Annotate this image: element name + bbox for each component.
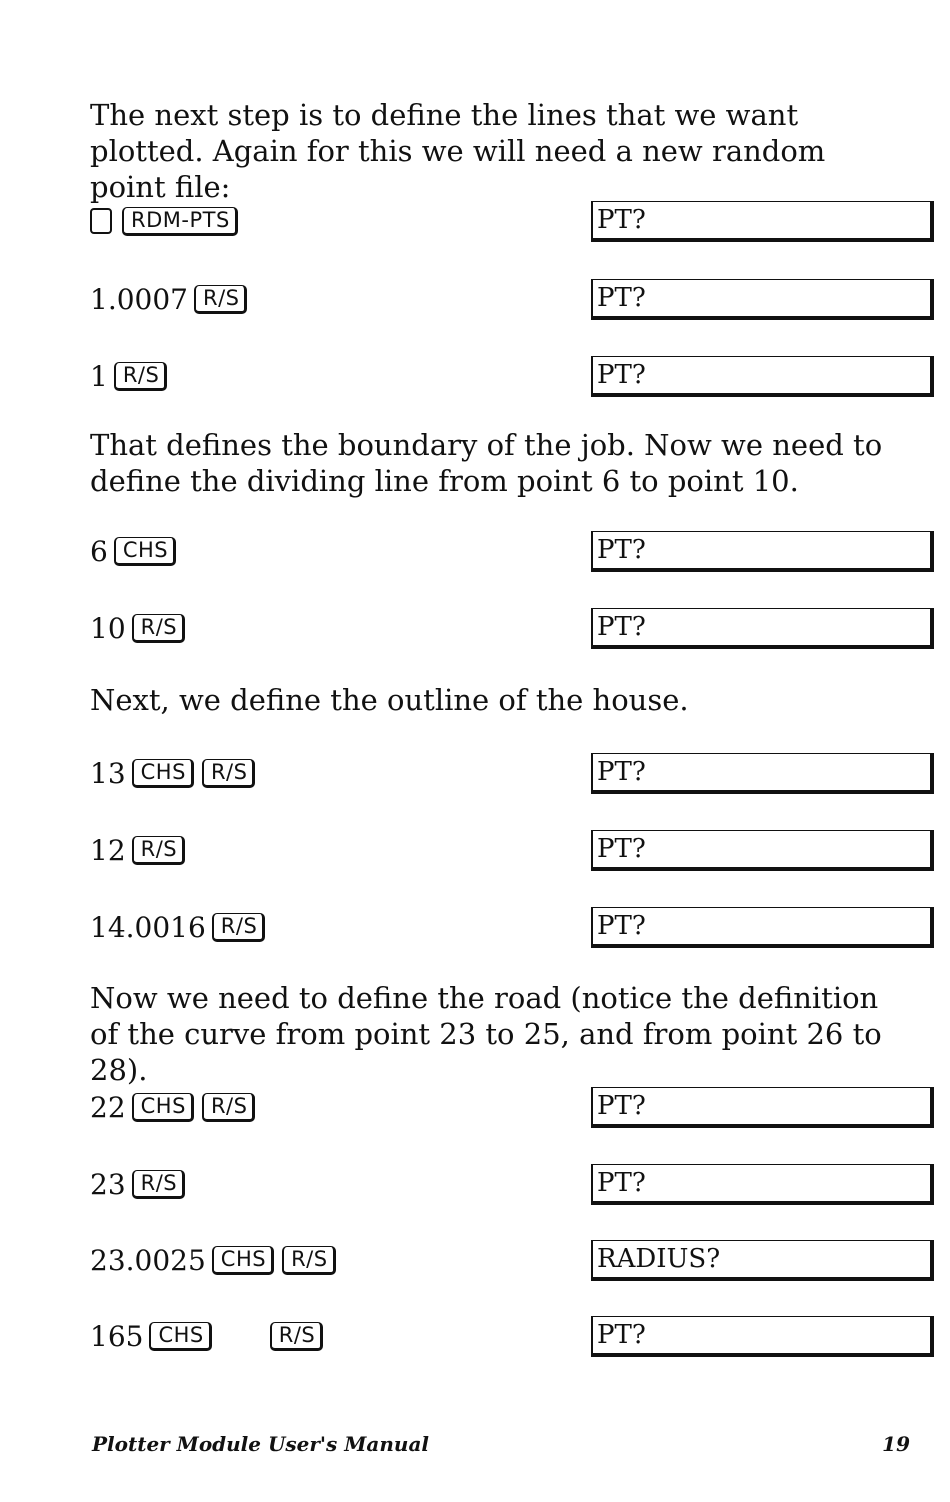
key-label: CHS bbox=[132, 759, 194, 788]
entry-number: 13 bbox=[90, 756, 126, 790]
key-label: R/S bbox=[132, 614, 186, 643]
key-label: CHS bbox=[132, 1093, 194, 1122]
paragraph-intro: The next step is to define the lines that we want plotted. Again for this we will need a new random point file: bbox=[90, 98, 826, 204]
calculator-display: PT? bbox=[591, 1164, 934, 1205]
calculator-display: PT? bbox=[591, 608, 934, 649]
keystroke-sequence bbox=[90, 608, 193, 648]
calculator-display: PT? bbox=[591, 907, 934, 948]
key-label: R/S bbox=[212, 913, 266, 942]
entry-number: 10 bbox=[90, 611, 126, 645]
entry-number: 1.0007 bbox=[90, 282, 188, 316]
step-row bbox=[0, 830, 950, 878]
keystroke-sequence bbox=[90, 1240, 344, 1280]
keystroke-sequence bbox=[90, 753, 263, 793]
keystroke-sequence bbox=[90, 1087, 263, 1127]
step-row bbox=[0, 356, 950, 404]
key-label: RDM-PTS bbox=[122, 207, 238, 236]
key-label: R/S bbox=[270, 1322, 324, 1351]
step-row bbox=[0, 201, 950, 249]
keystroke-sequence bbox=[90, 830, 193, 870]
key-label: R/S bbox=[282, 1246, 336, 1275]
calculator-display: PT? bbox=[591, 1087, 934, 1128]
footer-manual-title: Plotter Module User's Manual bbox=[92, 1432, 430, 1456]
step-row bbox=[0, 1087, 950, 1135]
keystroke-sequence bbox=[90, 531, 184, 571]
calculator-display: PT? bbox=[591, 201, 934, 242]
keystroke-sequence bbox=[90, 907, 273, 947]
calculator-display: PT? bbox=[591, 356, 934, 397]
step-row bbox=[0, 1164, 950, 1212]
step-row bbox=[0, 753, 950, 801]
page-number: 19 bbox=[882, 1432, 910, 1456]
key-label: CHS bbox=[149, 1322, 211, 1351]
calculator-display: PT? bbox=[591, 830, 934, 871]
keystroke-sequence bbox=[90, 1316, 331, 1356]
entry-number: 12 bbox=[90, 833, 126, 867]
step-row bbox=[0, 531, 950, 579]
entry-number: 1 bbox=[90, 359, 108, 393]
calculator-display: RADIUS? bbox=[591, 1240, 934, 1281]
step-row bbox=[0, 1316, 950, 1364]
key-label: R/S bbox=[194, 285, 248, 314]
entry-number: 165 bbox=[90, 1319, 144, 1353]
calculator-display: PT? bbox=[591, 753, 934, 794]
calculator-display: PT? bbox=[591, 1316, 934, 1357]
entry-number: 22 bbox=[90, 1090, 126, 1124]
key-label: R/S bbox=[114, 362, 168, 391]
key-label: R/S bbox=[202, 1093, 256, 1122]
paragraph-road: Now we need to define the road (notice the definition of the curve from point 23 to 25, and from point 26 to 28). bbox=[90, 981, 882, 1087]
calculator-display: PT? bbox=[591, 279, 934, 320]
key-label: R/S bbox=[132, 836, 186, 865]
key-label: CHS bbox=[114, 537, 176, 566]
entry-number: 23.0025 bbox=[90, 1243, 206, 1277]
shift-key-icon bbox=[90, 208, 112, 234]
step-row bbox=[0, 279, 950, 327]
step-row bbox=[0, 1240, 950, 1288]
entry-number: 14.0016 bbox=[90, 910, 206, 944]
key-label: R/S bbox=[132, 1170, 186, 1199]
keystroke-sequence bbox=[90, 356, 175, 396]
keystroke-sequence bbox=[90, 1164, 193, 1204]
entry-number: 23 bbox=[90, 1167, 126, 1201]
paragraph-house: Next, we define the outline of the house. bbox=[90, 683, 689, 717]
keystroke-sequence bbox=[90, 201, 246, 241]
step-row bbox=[0, 608, 950, 656]
step-row bbox=[0, 907, 950, 955]
key-label: R/S bbox=[202, 759, 256, 788]
entry-number: 6 bbox=[90, 534, 108, 568]
keystroke-sequence bbox=[90, 279, 255, 319]
paragraph-boundary: That defines the boundary of the job. Now we need to define the dividing line from point 6 to point 10. bbox=[90, 428, 883, 498]
key-label: CHS bbox=[212, 1246, 274, 1275]
calculator-display: PT? bbox=[591, 531, 934, 572]
